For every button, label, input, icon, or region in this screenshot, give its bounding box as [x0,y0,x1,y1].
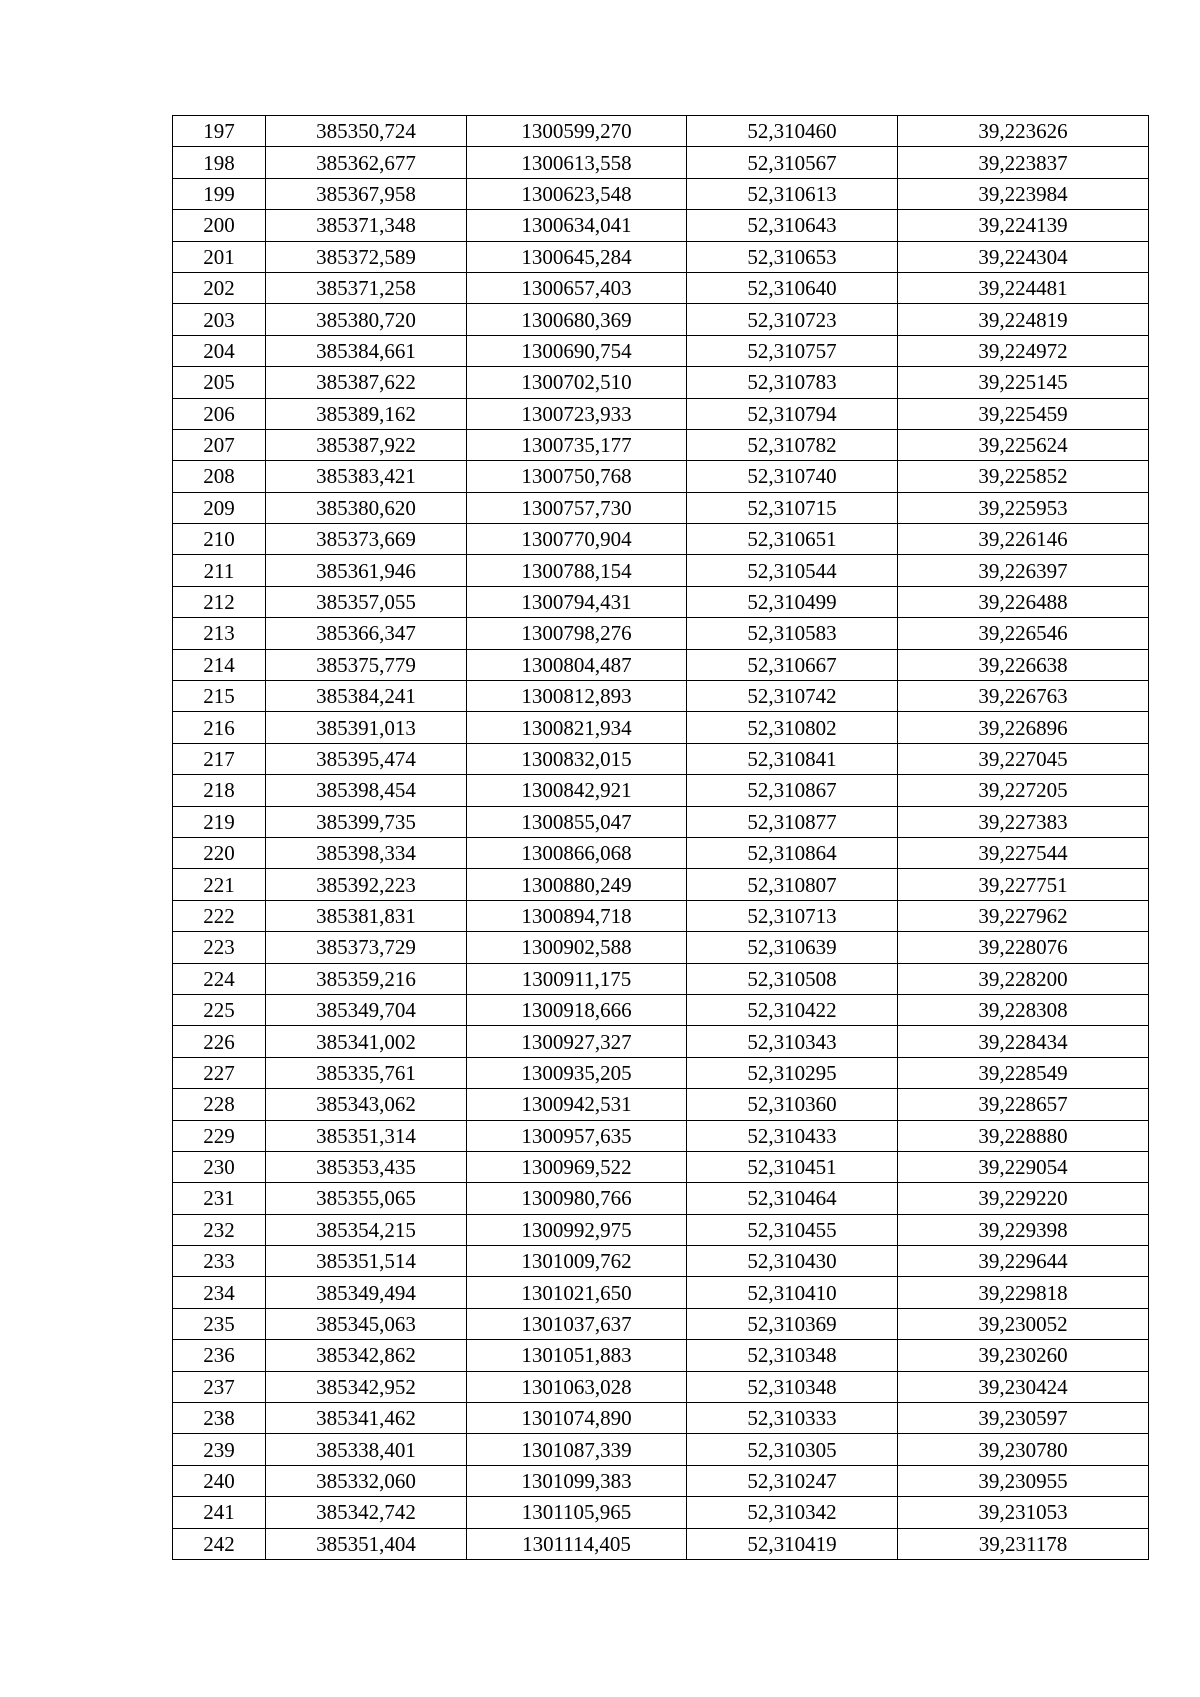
longitude-cell: 39,230955 [898,1465,1149,1496]
point-number-cell: 209 [173,492,266,523]
y-coordinate-cell: 1300680,369 [467,304,687,335]
y-coordinate-cell: 1300770,904 [467,524,687,555]
latitude-cell: 52,310723 [687,304,898,335]
point-number-cell: 242 [173,1528,266,1559]
x-coordinate-cell: 385349,704 [266,994,467,1025]
longitude-cell: 39,224819 [898,304,1149,335]
table-row [173,398,1149,429]
y-coordinate-cell: 1300969,522 [467,1151,687,1182]
longitude-cell: 39,226896 [898,712,1149,743]
latitude-cell: 52,310348 [687,1371,898,1402]
longitude-cell: 39,229220 [898,1183,1149,1214]
longitude-cell: 39,228880 [898,1120,1149,1151]
point-number-cell: 228 [173,1089,266,1120]
point-number-cell: 235 [173,1308,266,1339]
y-coordinate-cell: 1300992,975 [467,1214,687,1245]
y-coordinate-cell: 1300798,276 [467,618,687,649]
x-coordinate-cell: 385387,922 [266,429,467,460]
point-number-cell: 204 [173,335,266,366]
point-number-cell: 201 [173,241,266,272]
point-number-cell: 240 [173,1465,266,1496]
y-coordinate-cell: 1300702,510 [467,367,687,398]
y-coordinate-cell: 1300894,718 [467,900,687,931]
longitude-cell: 39,230780 [898,1434,1149,1465]
longitude-cell: 39,227751 [898,869,1149,900]
point-number-cell: 200 [173,210,266,241]
longitude-cell: 39,230052 [898,1308,1149,1339]
x-coordinate-cell: 385338,401 [266,1434,467,1465]
table-row [173,1403,1149,1434]
latitude-cell: 52,310343 [687,1026,898,1057]
latitude-cell: 52,310643 [687,210,898,241]
y-coordinate-cell: 1300980,766 [467,1183,687,1214]
table-row [173,492,1149,523]
latitude-cell: 52,310433 [687,1120,898,1151]
point-number-cell: 227 [173,1057,266,1088]
table-row [173,1089,1149,1120]
table-row [173,963,1149,994]
table-body [173,116,1149,1560]
x-coordinate-cell: 385349,494 [266,1277,467,1308]
latitude-cell: 52,310460 [687,116,898,147]
table-row [173,1371,1149,1402]
x-coordinate-cell: 385383,421 [266,461,467,492]
y-coordinate-cell: 1301074,890 [467,1403,687,1434]
point-number-cell: 218 [173,775,266,806]
table-row [173,1528,1149,1559]
y-coordinate-cell: 1300804,487 [467,649,687,680]
point-number-cell: 231 [173,1183,266,1214]
point-number-cell: 208 [173,461,266,492]
latitude-cell: 52,310567 [687,147,898,178]
x-coordinate-cell: 385353,435 [266,1151,467,1182]
longitude-cell: 39,231178 [898,1528,1149,1559]
latitude-cell: 52,310342 [687,1497,898,1528]
table-row [173,869,1149,900]
latitude-cell: 52,310455 [687,1214,898,1245]
longitude-cell: 39,228657 [898,1089,1149,1120]
table-row [173,1277,1149,1308]
longitude-cell: 39,226397 [898,555,1149,586]
longitude-cell: 39,224139 [898,210,1149,241]
x-coordinate-cell: 385367,958 [266,178,467,209]
longitude-cell: 39,223984 [898,178,1149,209]
latitude-cell: 52,310877 [687,806,898,837]
point-number-cell: 237 [173,1371,266,1402]
y-coordinate-cell: 1300757,730 [467,492,687,523]
point-number-cell: 198 [173,147,266,178]
point-number-cell: 210 [173,524,266,555]
longitude-cell: 39,228200 [898,963,1149,994]
latitude-cell: 52,310410 [687,1277,898,1308]
table-row [173,586,1149,617]
x-coordinate-cell: 385398,334 [266,837,467,868]
y-coordinate-cell: 1300842,921 [467,775,687,806]
y-coordinate-cell: 1300690,754 [467,335,687,366]
table-row [173,272,1149,303]
latitude-cell: 52,310348 [687,1340,898,1371]
table-row [173,461,1149,492]
table-row [173,524,1149,555]
y-coordinate-cell: 1301051,883 [467,1340,687,1371]
point-number-cell: 225 [173,994,266,1025]
y-coordinate-cell: 1300599,270 [467,116,687,147]
latitude-cell: 52,310807 [687,869,898,900]
table-row [173,210,1149,241]
latitude-cell: 52,310782 [687,429,898,460]
longitude-cell: 39,225459 [898,398,1149,429]
point-number-cell: 221 [173,869,266,900]
longitude-cell: 39,227962 [898,900,1149,931]
table-row [173,1340,1149,1371]
x-coordinate-cell: 385345,063 [266,1308,467,1339]
latitude-cell: 52,310640 [687,272,898,303]
table-row [173,1151,1149,1182]
longitude-cell: 39,228549 [898,1057,1149,1088]
longitude-cell: 39,230260 [898,1340,1149,1371]
longitude-cell: 39,225624 [898,429,1149,460]
y-coordinate-cell: 1301021,650 [467,1277,687,1308]
longitude-cell: 39,229398 [898,1214,1149,1245]
table-row [173,1308,1149,1339]
x-coordinate-cell: 385355,065 [266,1183,467,1214]
point-number-cell: 205 [173,367,266,398]
longitude-cell: 39,229644 [898,1246,1149,1277]
table-row [173,178,1149,209]
table-row [173,775,1149,806]
latitude-cell: 52,310295 [687,1057,898,1088]
x-coordinate-cell: 385357,055 [266,586,467,617]
table-row [173,1434,1149,1465]
x-coordinate-cell: 385332,060 [266,1465,467,1496]
longitude-cell: 39,227205 [898,775,1149,806]
longitude-cell: 39,224972 [898,335,1149,366]
latitude-cell: 52,310841 [687,743,898,774]
longitude-cell: 39,225852 [898,461,1149,492]
latitude-cell: 52,310305 [687,1434,898,1465]
longitude-cell: 39,229818 [898,1277,1149,1308]
x-coordinate-cell: 385359,216 [266,963,467,994]
x-coordinate-cell: 385343,062 [266,1089,467,1120]
y-coordinate-cell: 1300788,154 [467,555,687,586]
x-coordinate-cell: 385373,669 [266,524,467,555]
latitude-cell: 52,310369 [687,1308,898,1339]
table-row [173,241,1149,272]
point-number-cell: 234 [173,1277,266,1308]
point-number-cell: 223 [173,932,266,963]
point-number-cell: 197 [173,116,266,147]
y-coordinate-cell: 1300832,015 [467,743,687,774]
latitude-cell: 52,310430 [687,1246,898,1277]
x-coordinate-cell: 385373,729 [266,932,467,963]
y-coordinate-cell: 1301037,637 [467,1308,687,1339]
x-coordinate-cell: 385387,622 [266,367,467,398]
point-number-cell: 241 [173,1497,266,1528]
table-row [173,116,1149,147]
x-coordinate-cell: 385384,241 [266,681,467,712]
x-coordinate-cell: 385351,404 [266,1528,467,1559]
point-number-cell: 214 [173,649,266,680]
longitude-cell: 39,228076 [898,932,1149,963]
x-coordinate-cell: 385399,735 [266,806,467,837]
y-coordinate-cell: 1300613,558 [467,147,687,178]
point-number-cell: 215 [173,681,266,712]
point-number-cell: 233 [173,1246,266,1277]
y-coordinate-cell: 1300902,588 [467,932,687,963]
table-row [173,1026,1149,1057]
latitude-cell: 52,310333 [687,1403,898,1434]
y-coordinate-cell: 1300880,249 [467,869,687,900]
longitude-cell: 39,227045 [898,743,1149,774]
y-coordinate-cell: 1300935,205 [467,1057,687,1088]
point-number-cell: 219 [173,806,266,837]
y-coordinate-cell: 1300821,934 [467,712,687,743]
latitude-cell: 52,310639 [687,932,898,963]
longitude-cell: 39,227383 [898,806,1149,837]
table-row [173,932,1149,963]
point-number-cell: 199 [173,178,266,209]
x-coordinate-cell: 385361,946 [266,555,467,586]
table-row [173,1214,1149,1245]
x-coordinate-cell: 385366,347 [266,618,467,649]
point-number-cell: 213 [173,618,266,649]
y-coordinate-cell: 1300812,893 [467,681,687,712]
y-coordinate-cell: 1300623,548 [467,178,687,209]
point-number-cell: 236 [173,1340,266,1371]
point-number-cell: 220 [173,837,266,868]
table-row [173,681,1149,712]
x-coordinate-cell: 385381,831 [266,900,467,931]
longitude-cell: 39,223626 [898,116,1149,147]
table-row [173,335,1149,366]
y-coordinate-cell: 1300750,768 [467,461,687,492]
table-row [173,1120,1149,1151]
y-coordinate-cell: 1300645,284 [467,241,687,272]
latitude-cell: 52,310653 [687,241,898,272]
latitude-cell: 52,310715 [687,492,898,523]
x-coordinate-cell: 385380,720 [266,304,467,335]
point-number-cell: 202 [173,272,266,303]
longitude-cell: 39,226146 [898,524,1149,555]
point-number-cell: 238 [173,1403,266,1434]
coordinates-table [172,115,1149,1560]
x-coordinate-cell: 385380,620 [266,492,467,523]
table-row [173,900,1149,931]
point-number-cell: 229 [173,1120,266,1151]
latitude-cell: 52,310794 [687,398,898,429]
x-coordinate-cell: 385389,162 [266,398,467,429]
y-coordinate-cell: 1300866,068 [467,837,687,868]
x-coordinate-cell: 385350,724 [266,116,467,147]
longitude-cell: 39,226763 [898,681,1149,712]
y-coordinate-cell: 1300723,933 [467,398,687,429]
longitude-cell: 39,226488 [898,586,1149,617]
y-coordinate-cell: 1300855,047 [467,806,687,837]
x-coordinate-cell: 385362,677 [266,147,467,178]
latitude-cell: 52,310544 [687,555,898,586]
table-row [173,367,1149,398]
longitude-cell: 39,230597 [898,1403,1149,1434]
x-coordinate-cell: 385351,514 [266,1246,467,1277]
table-row [173,806,1149,837]
longitude-cell: 39,224304 [898,241,1149,272]
table-row [173,1183,1149,1214]
x-coordinate-cell: 385384,661 [266,335,467,366]
y-coordinate-cell: 1300957,635 [467,1120,687,1151]
latitude-cell: 52,310867 [687,775,898,806]
latitude-cell: 52,310451 [687,1151,898,1182]
table-row [173,618,1149,649]
y-coordinate-cell: 1301114,405 [467,1528,687,1559]
table-row [173,1057,1149,1088]
longitude-cell: 39,225953 [898,492,1149,523]
latitude-cell: 52,310667 [687,649,898,680]
x-coordinate-cell: 385354,215 [266,1214,467,1245]
latitude-cell: 52,310713 [687,900,898,931]
x-coordinate-cell: 385375,779 [266,649,467,680]
x-coordinate-cell: 385351,314 [266,1120,467,1151]
latitude-cell: 52,310422 [687,994,898,1025]
table-row [173,837,1149,868]
y-coordinate-cell: 1301063,028 [467,1371,687,1402]
table-row [173,429,1149,460]
point-number-cell: 216 [173,712,266,743]
table-row [173,555,1149,586]
latitude-cell: 52,310802 [687,712,898,743]
point-number-cell: 207 [173,429,266,460]
longitude-cell: 39,227544 [898,837,1149,868]
x-coordinate-cell: 385335,761 [266,1057,467,1088]
x-coordinate-cell: 385371,348 [266,210,467,241]
longitude-cell: 39,229054 [898,1151,1149,1182]
point-number-cell: 222 [173,900,266,931]
x-coordinate-cell: 385395,474 [266,743,467,774]
point-number-cell: 203 [173,304,266,335]
y-coordinate-cell: 1300942,531 [467,1089,687,1120]
point-number-cell: 217 [173,743,266,774]
y-coordinate-cell: 1301105,965 [467,1497,687,1528]
y-coordinate-cell: 1300927,327 [467,1026,687,1057]
longitude-cell: 39,226638 [898,649,1149,680]
y-coordinate-cell: 1300911,175 [467,963,687,994]
x-coordinate-cell: 385342,952 [266,1371,467,1402]
longitude-cell: 39,231053 [898,1497,1149,1528]
x-coordinate-cell: 385342,742 [266,1497,467,1528]
latitude-cell: 52,310613 [687,178,898,209]
y-coordinate-cell: 1300657,403 [467,272,687,303]
y-coordinate-cell: 1301087,339 [467,1434,687,1465]
x-coordinate-cell: 385341,002 [266,1026,467,1057]
longitude-cell: 39,226546 [898,618,1149,649]
x-coordinate-cell: 385391,013 [266,712,467,743]
x-coordinate-cell: 385341,462 [266,1403,467,1434]
latitude-cell: 52,310419 [687,1528,898,1559]
table-row [173,649,1149,680]
y-coordinate-cell: 1301099,383 [467,1465,687,1496]
point-number-cell: 232 [173,1214,266,1245]
x-coordinate-cell: 385398,454 [266,775,467,806]
point-number-cell: 211 [173,555,266,586]
point-number-cell: 212 [173,586,266,617]
y-coordinate-cell: 1301009,762 [467,1246,687,1277]
table-row [173,712,1149,743]
latitude-cell: 52,310583 [687,618,898,649]
table-row [173,994,1149,1025]
latitude-cell: 52,310499 [687,586,898,617]
longitude-cell: 39,224481 [898,272,1149,303]
y-coordinate-cell: 1300918,666 [467,994,687,1025]
latitude-cell: 52,310464 [687,1183,898,1214]
latitude-cell: 52,310247 [687,1465,898,1496]
x-coordinate-cell: 385372,589 [266,241,467,272]
latitude-cell: 52,310864 [687,837,898,868]
longitude-cell: 39,228308 [898,994,1149,1025]
point-number-cell: 226 [173,1026,266,1057]
point-number-cell: 206 [173,398,266,429]
table-row [173,1246,1149,1277]
y-coordinate-cell: 1300735,177 [467,429,687,460]
table-row [173,147,1149,178]
table-row [173,743,1149,774]
x-coordinate-cell: 385342,862 [266,1340,467,1371]
x-coordinate-cell: 385371,258 [266,272,467,303]
point-number-cell: 239 [173,1434,266,1465]
table-row [173,304,1149,335]
y-coordinate-cell: 1300794,431 [467,586,687,617]
point-number-cell: 230 [173,1151,266,1182]
latitude-cell: 52,310360 [687,1089,898,1120]
latitude-cell: 52,310651 [687,524,898,555]
point-number-cell: 224 [173,963,266,994]
table-row [173,1497,1149,1528]
latitude-cell: 52,310742 [687,681,898,712]
latitude-cell: 52,310740 [687,461,898,492]
latitude-cell: 52,310783 [687,367,898,398]
table-row [173,1465,1149,1496]
x-coordinate-cell: 385392,223 [266,869,467,900]
latitude-cell: 52,310757 [687,335,898,366]
longitude-cell: 39,223837 [898,147,1149,178]
latitude-cell: 52,310508 [687,963,898,994]
longitude-cell: 39,230424 [898,1371,1149,1402]
longitude-cell: 39,228434 [898,1026,1149,1057]
longitude-cell: 39,225145 [898,367,1149,398]
y-coordinate-cell: 1300634,041 [467,210,687,241]
